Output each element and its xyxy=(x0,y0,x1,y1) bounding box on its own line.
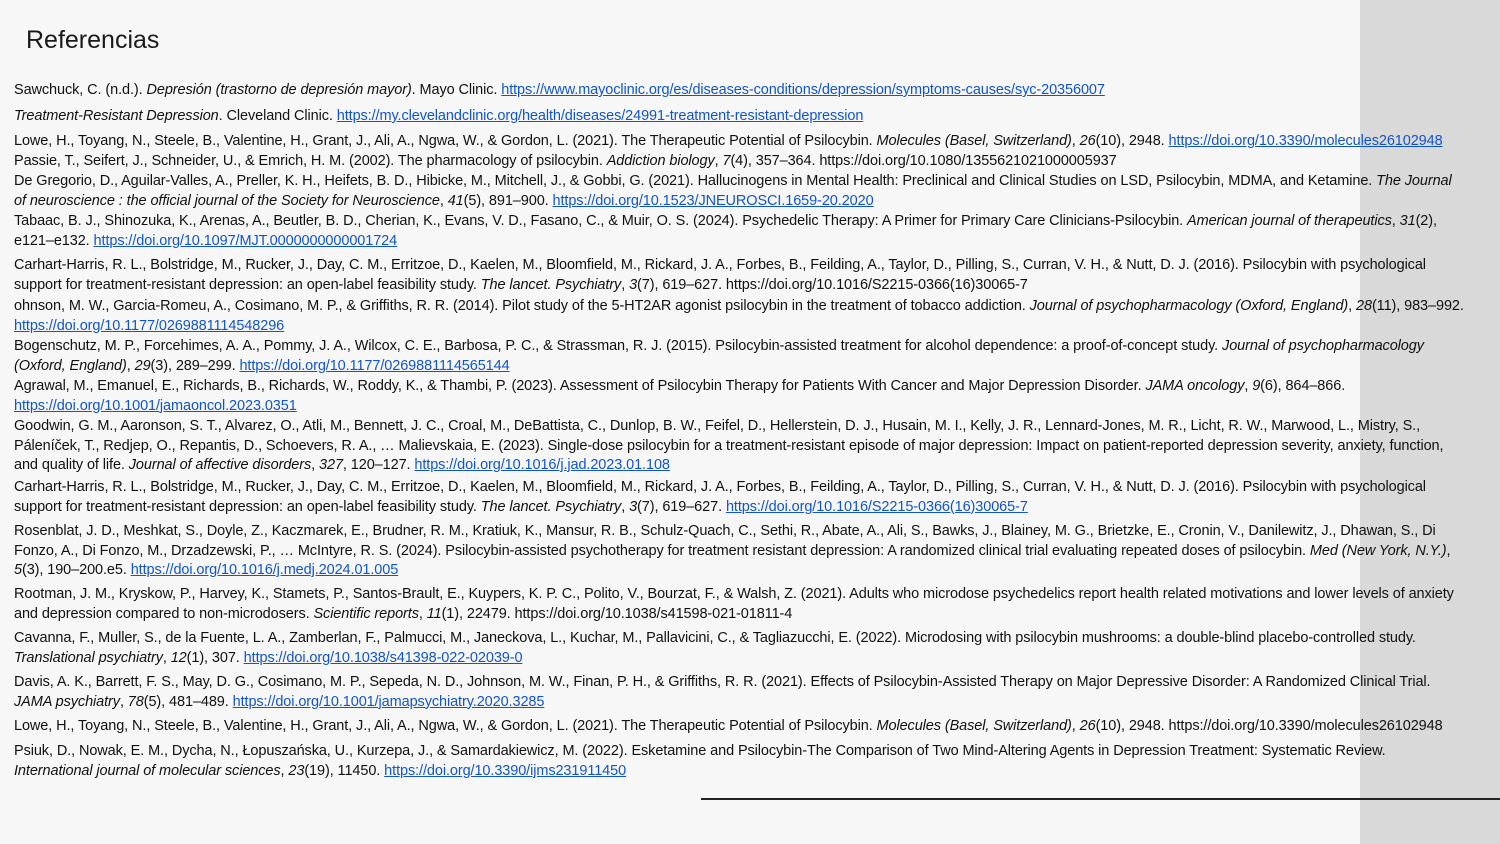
reference-item: Lowe, H., Toyang, N., Steele, B., Valentine, H., Grant, J., Ali, A., Ngwa, W., & Gordon, L. (2021). The Therapeutic Potential of Psilocybin. Molecules (Basel, Switzerland), 26(10), 2948. https://doi.org/10.3390/molecules26102948 xyxy=(14,133,1443,149)
reference-link[interactable]: https://my.clevelandclinic.org/health/diseases/24991-treatment-resistant-depression xyxy=(336,108,864,124)
reference-item: ohnson, M. W., Garcia-Romeu, A., Cosimano, M. P., & Griffiths, R. R. (2014). Pilot study of the 5-HT2AR agonist psilocybin in the treatment of tobacco addiction. Journal of psychopharmacology (Oxford, England), 28(11), 983–992. https://doi.org/10.1177/0269881114548296 xyxy=(14,298,1464,334)
reference-link[interactable]: https://doi.org/10.1177/0269881114548296 xyxy=(14,317,285,334)
reference-link[interactable]: https://doi.org/10.1097/MJT.0000000000001724 xyxy=(93,232,398,249)
reference-link[interactable]: https://doi.org/10.3390/ijms231911450 xyxy=(384,762,627,779)
reference-item: De Gregorio, D., Aguilar-Valles, A., Preller, K. H., Heifets, B. D., Hibicke, M., Mitchell, J., & Gobbi, G. (2021). Hallucinogens in Mental Health: Preclinical and Clinical Studies on LSD, Psilocybin, MDMA, and Ketamine. The Journal of neuroscience : the official journal of the Society for Neuroscience, 41(5), 891–900. https://doi.org/10.1523/JNEUROSCI.1659-20.2020 xyxy=(14,173,1452,209)
reference-link[interactable]: https://doi.org/10.1001/jamaoncol.2023.0351 xyxy=(14,397,297,414)
reference-item: Passie, T., Seifert, J., Schneider, U., & Emrich, H. M. (2002). The pharmacology of psilocybin. Addiction biology, 7(4), 357–364. https://doi.org/10.1080/1355621021000005937 xyxy=(14,153,1117,169)
reference-link[interactable]: https://doi.org/10.1016/S2215-0366(16)30065-7 xyxy=(725,498,1028,515)
reference-item: Goodwin, G. M., Aaronson, S. T., Alvarez, O., Atli, M., Bennett, J. C., Croal, M., DeBattista, C., Dunlop, B. W., Feifel, D., Hellerstein, D. J., Husain, M. I., Kelly, J. R., Lennard-Jones, M. R., Licht, R. W., Marwood, L., Mistry, S., Páleníček, T., Redjep, O., Repantis, D., Schoevers, R. A., … Malievskaia, E. (2023). Single-dose psilocybin for a treatment-resistant episode of major depression: Impact on patient-reported depression severity, anxiety, function, and quality of life. Journal of affective disorders, 327, 120–127. https://doi.org/10.1016/j.jad.2023.01.108 xyxy=(14,418,1444,473)
reference-link[interactable]: https://doi.org/10.3390/molecules26102948 xyxy=(1168,133,1443,149)
reference-link[interactable]: https://doi.org/10.1523/JNEUROSCI.1659-20.2020 xyxy=(552,192,874,209)
reference-item: Davis, A. K., Barrett, F. S., May, D. G., Cosimano, M. P., Sepeda, N. D., Johnson, M. W., Finan, P. H., & Griffiths, R. R. (2021). Effects of Psilocybin-Assisted Therapy on Major Depressive Disorder: A Randomized Clinical Trial. JAMA psychiatry, 78(5), 481–489. https://doi.org/10.1001/jamapsychiatry.2020.3285 xyxy=(14,674,1431,710)
reference-link[interactable]: https://doi.org/10.1177/0269881114565144 xyxy=(239,357,510,374)
reference-item: Rootman, J. M., Kryskow, P., Harvey, K., Stamets, P., Santos-Brault, E., Kuypers, K. P. C., Polito, V., Bourzat, F., & Walsh, Z. (2021). Adults who microdose psychedelics report health related motivations and lower levels of anxiety and depression compared to non-microdosers. Scientific reports, 11(1), 22479. https://doi.org/10.1038/s41598-021-01811-4 xyxy=(14,586,1454,622)
reference-item: Carhart-Harris, R. L., Bolstridge, M., Rucker, J., Day, C. M., Erritzoe, D., Kaelen, M., Bloomfield, M., Rickard, J. A., Forbes, B., Feilding, A., Taylor, D., Pilling, S., Curran, V. H., & Nutt, D. J. (2016). Psilocybin with psychological support for treatment-resistant depression: an open-label feasibility study. The lancet. Psychiatry, 3(7), 619–627. https://doi.org/10.1016/S2215-0366(16)30065-7 xyxy=(14,257,1426,293)
reference-link[interactable]: https://doi.org/10.1038/s41398-022-02039-0 xyxy=(243,649,523,666)
reference-link[interactable]: https://www.mayoclinic.org/es/diseases-conditions/depression/symptoms-causes/syc-20356007 xyxy=(501,82,1105,98)
reference-item: Tabaac, B. J., Shinozuka, K., Arenas, A., Beutler, B. D., Cherian, K., Evans, V. D., Fasano, C., & Muir, O. S. (2024). Psychedelic Therapy: A Primer for Primary Care Clinicians-Psilocybin. American journal of therapeutics, 31(2), e121–e132. https://doi.org/10.1097/MJT.0000000000001724 xyxy=(14,213,1437,249)
reference-item: Lowe, H., Toyang, N., Steele, B., Valentine, H., Grant, J., Ali, A., Ngwa, W., & Gordon, L. (2021). The Therapeutic Potential of Psilocybin. Molecules (Basel, Switzerland), 26(10), 2948. https://doi.org/10.3390/molecules26102948 xyxy=(14,718,1443,734)
divider-line xyxy=(701,798,1500,800)
reference-item: Psiuk, D., Nowak, E. M., Dycha, N., Łopuszańska, U., Kurzepa, J., & Samardakiewicz, M. (2022). Esketamine and Psilocybin-The Comparison of Two Mind-Altering Agents in Depression Treatment: Systematic Review. International journal of molecular sciences, 23(19), 11450. https://doi.org/10.3390/ijms231911450 xyxy=(14,743,1386,779)
reference-item: Bogenschutz, M. P., Forcehimes, A. A., Pommy, J. A., Wilcox, C. E., Barbosa, P. C., & Strassman, R. J. (2015). Psilocybin-assisted treatment for alcohol dependence: a proof-of-concept study. Journal of psychopharmacology (Oxford, England), 29(3), 289–299. https://doi.org/10.1177/0269881114565144 xyxy=(14,338,1424,374)
reference-link[interactable]: https://doi.org/10.1016/j.medj.2024.01.005 xyxy=(130,562,399,578)
reference-item: Cavanna, F., Muller, S., de la Fuente, L. A., Zamberlan, F., Palmucci, M., Janeckova, L., Kuchar, M., Pallavicini, C., & Tagliazucchi, E. (2022). Microdosing with psilocybin mushrooms: a double-blind placebo-controlled study. Translational psychiatry, 12(1), 307. https://doi.org/10.1038/s41398-022-02039-0 xyxy=(14,630,1416,666)
reference-item: Agrawal, M., Emanuel, E., Richards, B., Richards, W., Roddy, K., & Thambi, P. (2023). Assessment of Psilocybin Therapy for Patients With Cancer and Major Depression Disorder. JAMA oncology, 9(6), 864–866. https://doi.org/10.1001/jamaoncol.2023.0351 xyxy=(14,378,1346,414)
reference-item: Carhart-Harris, R. L., Bolstridge, M., Rucker, J., Day, C. M., Erritzoe, D., Kaelen, M., Bloomfield, M., Rickard, J. A., Forbes, B., Feilding, A., Taylor, D., Pilling, S., Curran, V. H., & Nutt, D. J. (2016). Psilocybin with psychological support for treatment-resistant depression: an open-label feasibility study. The lancet. Psychiatry, 3(7), 619–627. https://doi.org/10.1016/S2215-0366(16)30065-7 xyxy=(14,479,1426,515)
reference-item: Sawchuck, C. (n.d.). Depresión (trastorno de depresión mayor). Mayo Clinic. https://www.mayoclinic.org/es/diseases-conditions/depression/symptoms-causes/syc-20356007 xyxy=(14,82,1105,98)
reference-link[interactable]: https://doi.org/10.1001/jamapsychiatry.2020.3285 xyxy=(232,693,545,710)
page-title: Referencias xyxy=(26,26,160,54)
reference-item: Treatment-Resistant Depression. Cleveland Clinic. https://my.clevelandclinic.org/health/diseases/24991-treatment-resistant-depression xyxy=(14,108,864,124)
reference-item: Rosenblat, J. D., Meshkat, S., Doyle, Z., Kaczmarek, E., Brudner, R. M., Kratiuk, K., Mansur, R. B., Schulz-Quach, C., Sethi, R., Abate, A., Ali, S., Bawks, J., Blainey, M. G., Brietzke, E., Cronin, V., Danilewitz, J., Dhawan, S., Di Fonzo, A., Di Fonzo, M., Drzadzewski, P., … McIntyre, R. S. (2024). Psilocybin-assisted psychotherapy for treatment resistant depression: A randomized clinical trial evaluating repeated doses of psilocybin. Med (New York, N.Y.), 5(3), 190–200.e5. https://doi.org/10.1016/j.medj.2024.01.005 xyxy=(14,523,1451,578)
reference-link[interactable]: https://doi.org/10.1016/j.jad.2023.01.108 xyxy=(414,457,670,473)
